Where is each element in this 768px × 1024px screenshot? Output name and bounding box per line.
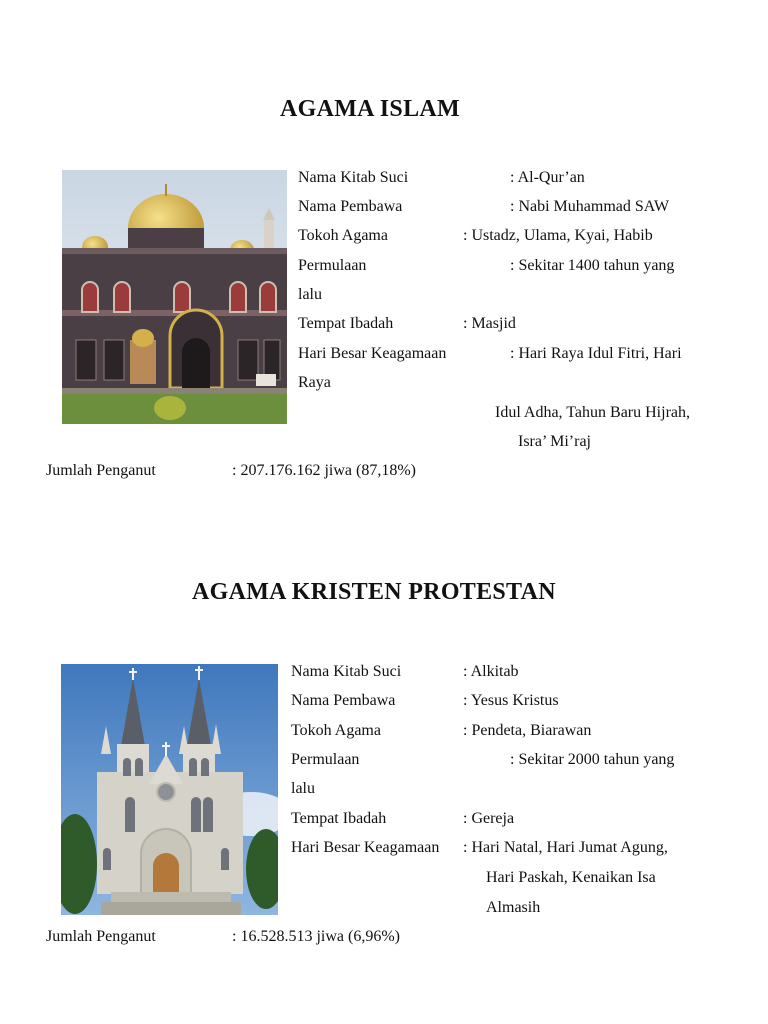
kristen-kitab-value: : Alkitab: [463, 663, 519, 680]
kristen-tempat-label: Tempat Ibadah: [291, 810, 387, 827]
kristen-title: AGAMA KRISTEN PROTESTAN: [192, 579, 556, 605]
islam-hari-label: Hari Besar Keagamaan: [298, 345, 447, 362]
islam-tokoh-label: Tokoh Agama: [298, 227, 388, 244]
kristen-permulaan-cont: lalu: [291, 780, 315, 797]
islam-tokoh-value: : Ustadz, Ulama, Kyai, Habib: [463, 227, 653, 244]
kristen-pembawa-label: Nama Pembawa: [291, 692, 396, 709]
islam-pembawa-value: : Nabi Muhammad SAW: [510, 198, 670, 215]
church-image: [61, 664, 278, 915]
islam-permulaan-cont: lalu: [298, 286, 322, 303]
islam-kitab-label: Nama Kitab Suci: [298, 169, 409, 186]
islam-title: AGAMA ISLAM: [280, 96, 460, 122]
kristen-hari-cont-1: Hari Paskah, Kenaikan Isa: [486, 869, 656, 886]
kristen-hari-value: : Hari Natal, Hari Jumat Agung,: [463, 839, 668, 856]
islam-pembawa-label: Nama Pembawa: [298, 198, 403, 215]
islam-jumlah-label: Jumlah Penganut: [46, 462, 156, 479]
mosque-image: [62, 170, 287, 424]
islam-hari-cont-1: Raya: [298, 374, 331, 391]
kristen-permulaan-value: : Sekitar 2000 tahun yang: [510, 751, 675, 768]
islam-permulaan-label: Permulaan: [298, 257, 367, 274]
kristen-permulaan-label: Permulaan: [291, 751, 360, 768]
islam-permulaan-value: : Sekitar 1400 tahun yang: [510, 257, 675, 274]
kristen-tokoh-label: Tokoh Agama: [291, 722, 381, 739]
islam-jumlah-value: : 207.176.162 jiwa (87,18%): [232, 462, 416, 479]
kristen-tempat-value: : Gereja: [463, 810, 515, 827]
kristen-jumlah-label: Jumlah Penganut: [46, 928, 156, 945]
kristen-hari-cont-2: Almasih: [486, 899, 541, 916]
kristen-tokoh-value: : Pendeta, Biarawan: [463, 722, 592, 739]
islam-hari-cont-2: Idul Adha, Tahun Baru Hijrah,: [495, 404, 690, 421]
islam-hari-cont-3: Isra’ Mi’raj: [518, 433, 591, 450]
kristen-pembawa-value: : Yesus Kristus: [463, 692, 559, 709]
kristen-kitab-label: Nama Kitab Suci: [291, 663, 402, 680]
kristen-hari-label: Hari Besar Keagamaan: [291, 839, 440, 856]
islam-hari-value: : Hari Raya Idul Fitri, Hari: [510, 345, 682, 362]
kristen-jumlah-value: : 16.528.513 jiwa (6,96%): [232, 928, 400, 945]
islam-tempat-value: : Masjid: [463, 315, 516, 332]
islam-kitab-value: : Al-Qur’an: [510, 169, 585, 186]
islam-tempat-label: Tempat Ibadah: [298, 315, 394, 332]
